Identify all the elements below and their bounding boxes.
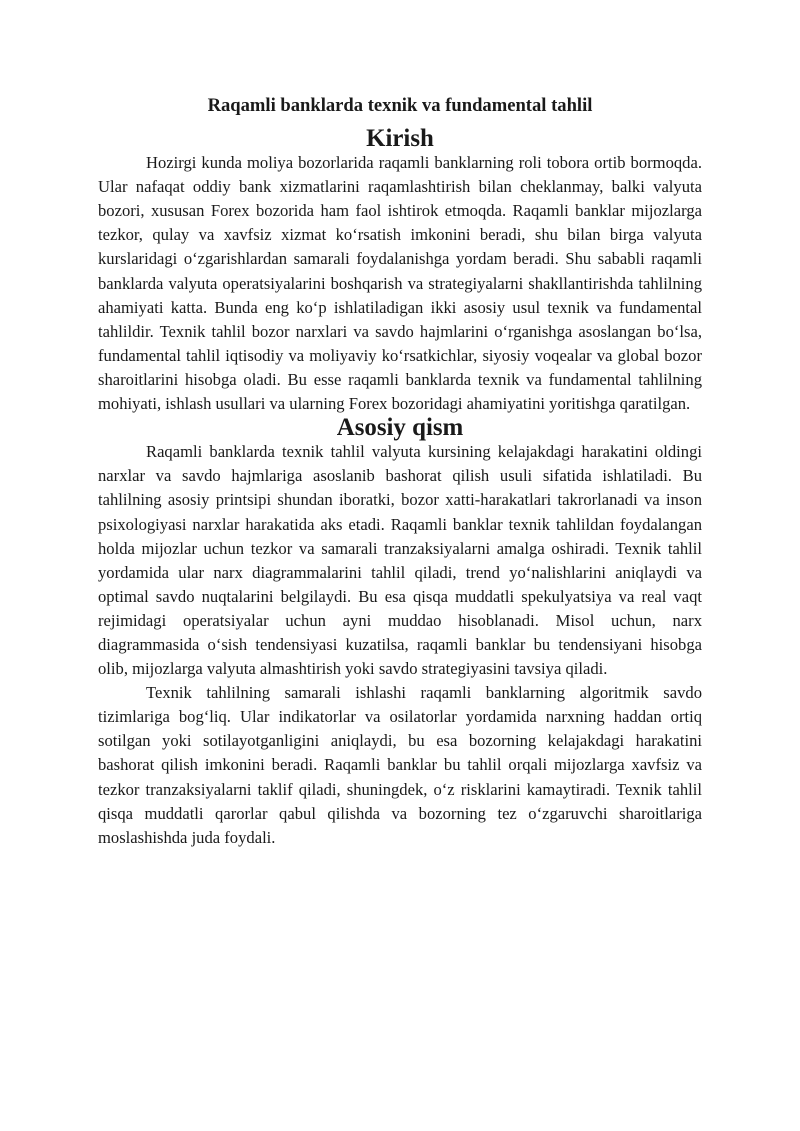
document-page xyxy=(98,93,702,850)
document-title: Raqamli banklarda texnik va fundamental tahlil xyxy=(207,95,593,116)
section-heading-kirish: Kirish xyxy=(366,125,434,152)
section-heading-asosiy-qism: Asosiy qism xyxy=(336,414,464,442)
paragraph: Raqamli banklarda texnik tahlil valyuta kursining kelajakdagi harakatini oldingi narxlar va savdo hajmlariga asoslanib bashorat qilish usuli sifatida ishlatiladi. Bu tahlilning asosiy printsipi shundan iboratki, bozor xatti-harakatlari takrorlanadi va inson psixologiyasi narxlar harakatida aks etadi. Raqamli banklar texnik tahlildan foydalangan holda mijozlar uchun tezkor va samarali tranzaksiyalarni amalga oshiradi. Texnik tahlil yordamida ular narx diagrammalarini tahlil qiladi, trend yo‘nalishlarini aniqlaydi va optimal savdo nuqtalarini belgilaydi. Bu esa qisqa muddatli spekulyatsiya va real vaqt rejimidagi operatsiyalar uchun ayni muddao hisoblanadi. Misol uchun, narx diagrammasida o‘sish tendensiyasi kuzatilsa, raqamli banklar bu tendensiyani hisobga olib, mijozlarga valyuta almashtirish yoki savdo strategiyasini tavsiya qiladi. xyxy=(98,442,702,679)
paragraph: Hozirgi kunda moliya bozorlarida raqamli banklarning roli tobora ortib bormoqda. Ular nafaqat oddiy bank xizmatlarini raqamlashtirish bilan cheklanmay, balki valyuta bozori, xususan Forex bozorida ham faol ishtirok etmoqda. Raqamli banklar mijozlarga tezkor, qulay va xavfsiz xizmat ko‘rsatish imkonini beradi, shu bilan birga valyuta kurslaridagi o‘zgarishlardan samarali foydalanishga yordam beradi. Shu sababli raqamli banklarda valyuta operatsiyalarini boshqarish va strategiyalarni shakllantirishda tahlilning ahamiyati katta. Bunda eng ko‘p ishlatiladigan ikki asosiy usul texnik va fundamental tahlildir. Texnik tahlil bozor narxlari va savdo hajmlarini o‘rganishga asoslangan bo‘lsa, fundamental tahlil iqtisodiy va moliyaviy ko‘rsatkichlar, siyosiy voqealar va global bozor sharoitlarini hisobga oladi. Bu esse raqamli banklarda texnik va fundamental tahlilning mohiyati, ishlash usullari va ularning Forex bozoridagi ahamiyatini yoritishga qaratilgan. xyxy=(98,153,702,414)
paragraph: Texnik tahlilning samarali ishlashi raqamli banklarning algoritmik savdo tizimlariga bog‘liq. Ular indikatorlar va osilatorlar yordamida narxning haddan ortiq sotilgan yoki sotilayotganligini aniqlaydi, bu esa bozorning kelajakdagi harakatini bashorat qilish imkonini beradi. Raqamli banklar bu tahlil orqali mijozlarga xavfsiz va tezkor tranzaksiyalarni taklif qiladi, shuningdek, o‘z risklarini kamaytiradi. Texnik tahlil qisqa muddatli qarorlar qabul qilishda va bozorning tez o‘zgaruvchi sharoitlariga moslashishda juda foydali. xyxy=(98,683,702,847)
